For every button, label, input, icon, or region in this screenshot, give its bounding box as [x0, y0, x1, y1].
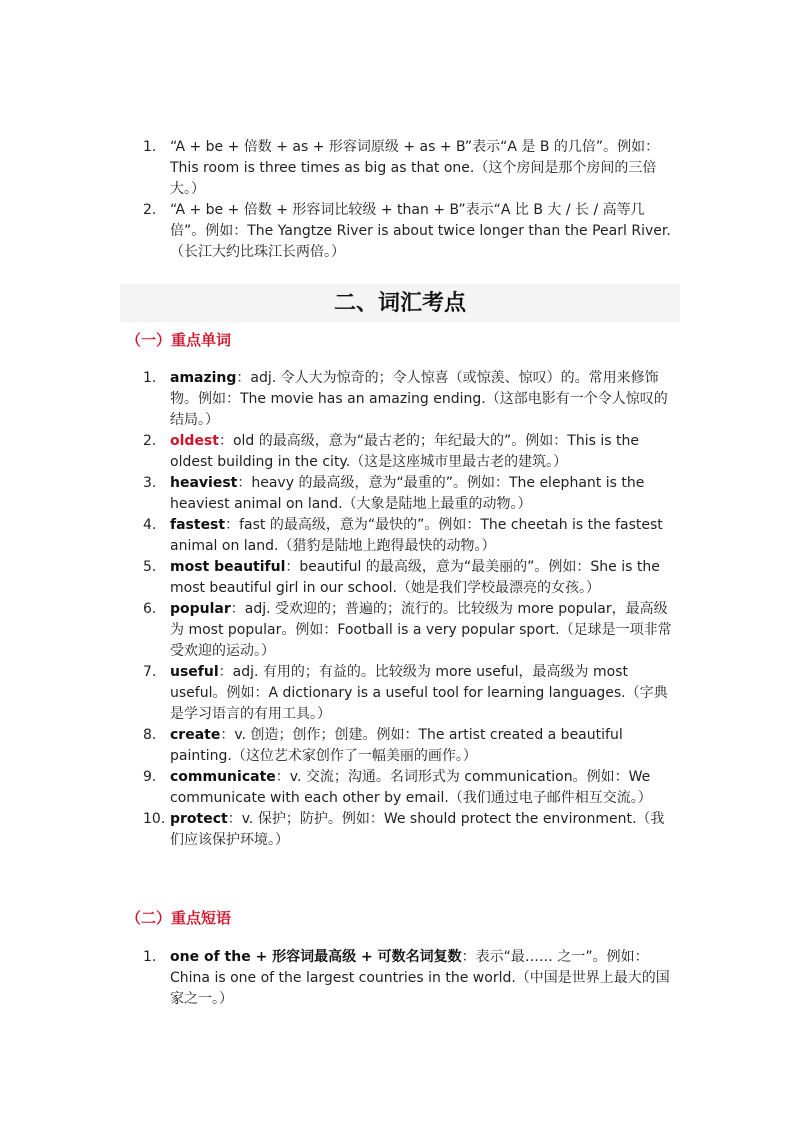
vocab-term: communicate: [170, 769, 276, 785]
list-number: 6.: [143, 601, 157, 617]
vocab-definition: ：adj. 令人大为惊奇的；令人惊喜（或惊羡、惊叹）的。常用来修饰物。例如：The movie has an amazing ending.（这部电影有一个令人惊叹的结局。）: [170, 370, 668, 428]
list-item: [0, 662, 800, 725]
list-number: 4.: [143, 517, 157, 533]
vocab-definition: ：old 的最高级，意为“最古老的；年纪最大的”。例如：This is the oldest building in the city.（这是这座城市里最古老的建筑。）: [170, 433, 639, 470]
vocab-definition: ：v. 保护；防护。例如：We should protect the environment.（我们应该保护环境。）: [170, 811, 665, 848]
list-number: 1.: [143, 370, 157, 386]
section-title: 二、词汇考点: [120, 284, 680, 322]
list-item: [0, 137, 800, 200]
vocab-term: useful: [170, 664, 219, 680]
list-item: [0, 809, 800, 851]
vocab-term: protect: [170, 811, 228, 827]
vocab-term: amazing: [170, 370, 237, 386]
vocab-term: create: [170, 727, 221, 743]
list-number: 9.: [143, 769, 157, 785]
list-number: 2.: [143, 202, 157, 218]
vocab-term: heaviest: [170, 475, 238, 491]
list-item: [0, 368, 800, 431]
list-number: 10.: [143, 811, 166, 827]
vocab-definition: ：adj. 受欢迎的；普遍的；流行的。比较级为 more popular，最高级为 most popular。例如：Football is a very popular sport.（足球是一项非常受欢迎的运动。）: [170, 601, 672, 659]
list-number: 8.: [143, 727, 157, 743]
vocab-definition: ：adj. 有用的；有益的。比较级为 more useful，最高级为 most useful。例如：A dictionary is a useful tool for learning languages.（字典是学习语言的有用工具。）: [170, 664, 668, 722]
phrase-term: one of the + 形容词最高级 + 可数名词复数: [170, 949, 462, 965]
list-item: [0, 947, 800, 1010]
list-number: 7.: [143, 664, 157, 680]
list-item: [0, 767, 800, 809]
list-number: 1.: [143, 139, 157, 155]
list-item: [0, 515, 800, 557]
list-text: “A + be + 倍数 + as + 形容词原级 + as + B”表示“A 是 B 的几倍”。例如：This room is three times as big as that one.（这个房间是那个房间的三倍大。）: [170, 139, 660, 197]
subheading-key-words: （一）重点单词: [126, 331, 232, 349]
list-item: [0, 200, 800, 263]
key-phrases-list: [0, 947, 800, 1010]
list-number: 1.: [143, 949, 157, 965]
list-item: [0, 557, 800, 599]
multiple-expression-list: [0, 137, 800, 263]
vocab-term: most beautiful: [170, 559, 286, 575]
vocab-definition: ：beautiful 的最高级，意为“最美丽的”。例如：She is the most beautiful girl in our school.（她是我们学校最漂亮的女孩。）: [170, 559, 660, 596]
vocab-term: oldest: [170, 433, 219, 449]
vocab-definition: ：v. 创造；创作；创建。例如：The artist created a beautiful painting.（这位艺术家创作了一幅美丽的画作。）: [170, 727, 623, 764]
vocab-term: fastest: [170, 517, 226, 533]
vocab-definition: ：fast 的最高级，意为“最快的”。例如：The cheetah is the fastest animal on land.（猎豹是陆地上跑得最快的动物。）: [170, 517, 663, 554]
vocab-term: popular: [170, 601, 231, 617]
list-item: [0, 431, 800, 473]
list-number: 2.: [143, 433, 157, 449]
list-item: [0, 599, 800, 662]
list-text: “A + be + 倍数 + 形容词比较级 + than + B”表示“A 比 B 大 / 长 / 高等几倍”。例如：The Yangtze River is about twice longer than the Pearl River.（长江大约比珠江长两倍。）: [170, 202, 671, 260]
subheading-key-phrases: （二）重点短语: [126, 909, 232, 927]
phrase-definition: ：表示“最…… 之一”。例如：China is one of the largest countries in the world.（中国是世界上最大的国家之一。）: [170, 949, 670, 1007]
vocab-definition: ：v. 交流；沟通。名词形式为 communication。例如：We communicate with each other by email.（我们通过电子邮件相互交流。）: [170, 769, 652, 806]
list-item: [0, 473, 800, 515]
key-words-list: [0, 368, 800, 851]
list-number: 3.: [143, 475, 157, 491]
list-number: 5.: [143, 559, 157, 575]
vocab-definition: ：heavy 的最高级，意为“最重的”。例如：The elephant is the heaviest animal on land.（大象是陆地上最重的动物。）: [170, 475, 645, 512]
list-item: [0, 725, 800, 767]
